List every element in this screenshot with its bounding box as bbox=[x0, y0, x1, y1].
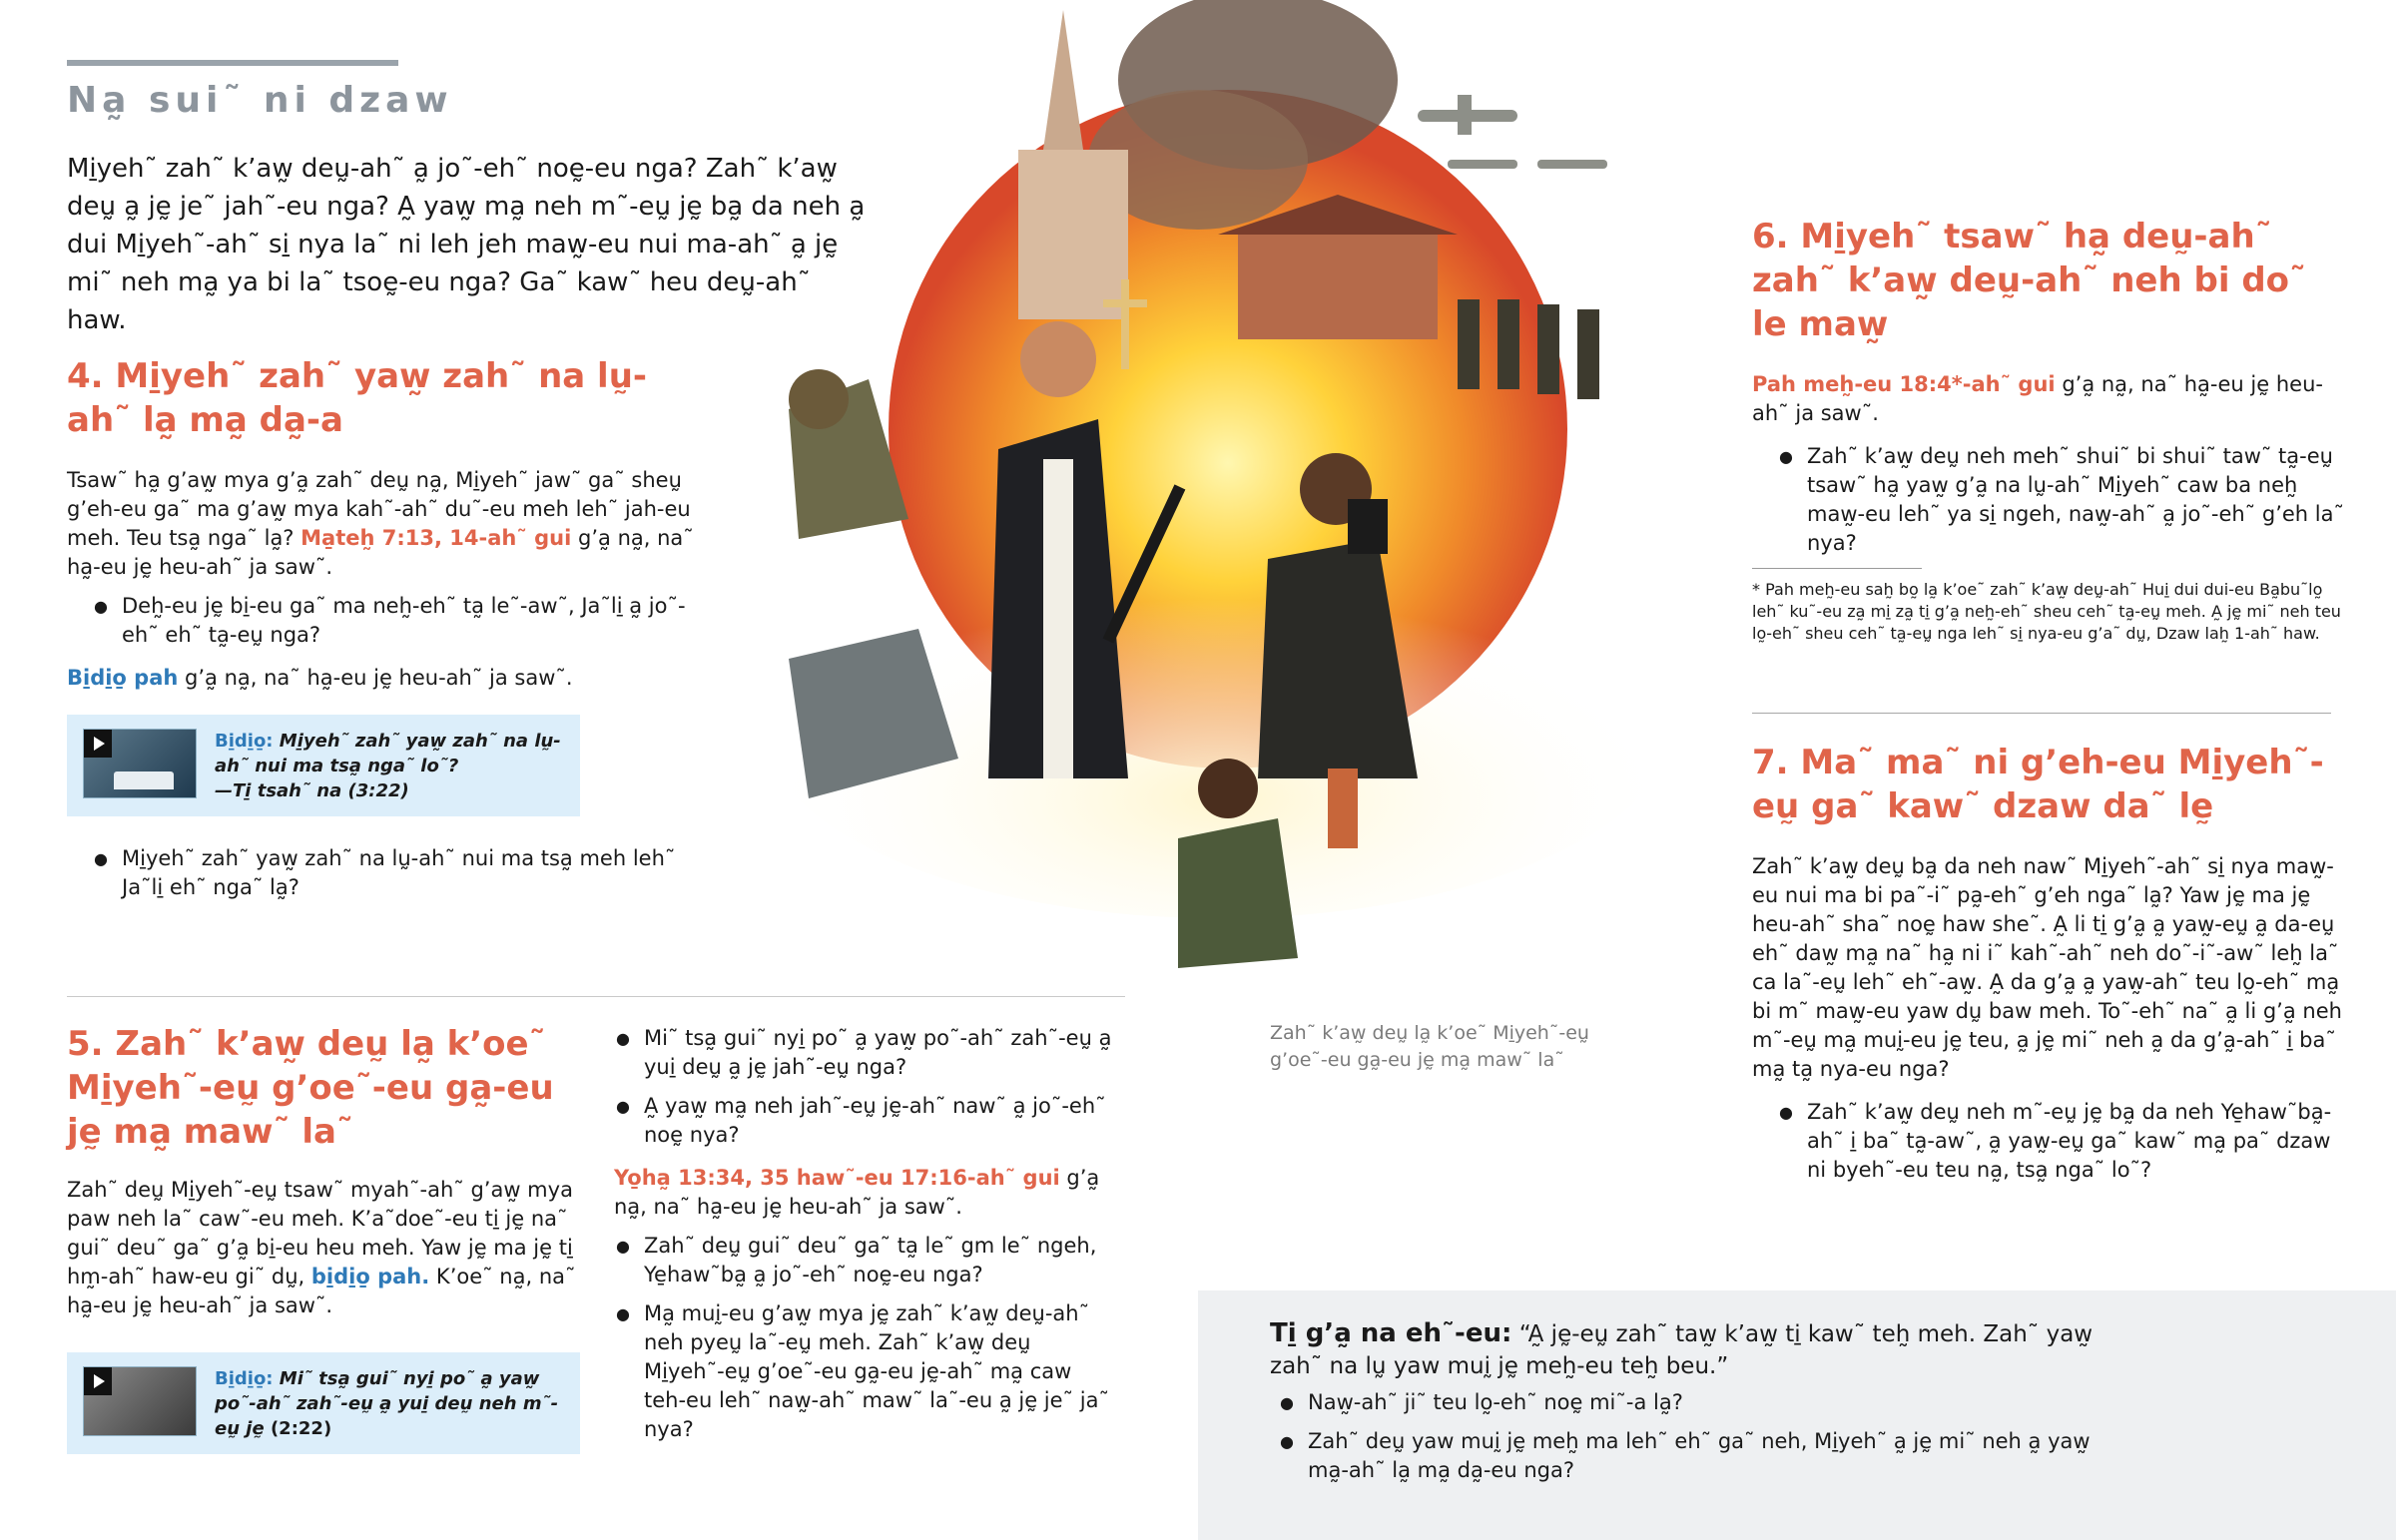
child-soldier bbox=[1178, 818, 1298, 968]
section-5-ref: Yo̱ha̰ 13:34, 35 haw˜-eu 17:16-ah˜ gui g’a̰ na̰, na˜ ha̰-eu jḛ heu-ah˜ ja saw˜. bbox=[614, 1166, 1100, 1219]
bible-icon bbox=[1348, 499, 1388, 554]
section-5 bbox=[67, 1022, 586, 1454]
review-statement: Ti̱ g’a̰ na eh˜-eu: “A̰ jḛ-eṵ zah˜ taw̰ k’aw̰ ti̱ kaw˜ teh̰ meh. Zah˜ yaw̰ zah˜ na lṵ yaw muḭ jḛ meh̰-eu teh̰ beu.” bbox=[1270, 1318, 2094, 1379]
video-text: Bi̱di̱o̱: Mi̱yeh˜ zah˜ yaw̰ zah˜ na lṵ-ah˜ nui ma tsa̰ nga˜ lo˜? —Ti̱ tsah˜ na (3:22) bbox=[215, 731, 561, 801]
section-4-title: 4. Mi̱yeh˜ zah˜ yaw̰ zah˜ na lṵ-ah˜ la̰ ma̰ da̰-a bbox=[67, 356, 648, 440]
kicker-bar bbox=[67, 60, 398, 66]
distant-gunman bbox=[1328, 769, 1358, 848]
section-5-questions bbox=[614, 1024, 1113, 1150]
kicker-title: Na̰ sui˜ ni dzaw bbox=[67, 80, 453, 121]
review-questions bbox=[1278, 1388, 2108, 1485]
section-7-questions bbox=[1777, 1098, 2351, 1185]
video-card[interactable] bbox=[67, 1352, 580, 1454]
footnote-mark[interactable]: * bbox=[1951, 372, 1963, 396]
question-item: ● Zah˜ k’aw̰ deṵ neh meh˜ shui˜ bi shui˜ taw˜ ta̰-eṵ tsaw˜ ha̰ yaw̰ g’a̰ na lṵ-ah˜ Mi̱yeh˜ caw ba neh̰ maw̰-eu leh˜ ya si̱ ngeh, naw̰-ah˜ a̰ jo˜-eh˜ g’eh la˜ nya? bbox=[1777, 442, 2351, 558]
church-spire bbox=[1043, 10, 1083, 150]
section-5-title: 5. Zah˜ k’aw̰ deṵ la̰ k’oe˜ Mi̱yeh˜-eṵ g’oe˜-eu ga̰-eu jḛ ma̰ maw˜ la˜ bbox=[67, 1024, 554, 1152]
question-item: ● Deh̰-eu jḛ bi̱-eu ga˜ ma neh̰-eh˜ ta̰ le˜-aw˜, Ja˜li̱ a̰ jo˜-eh˜ eh˜ ta̰-eṵ nga? bbox=[92, 592, 706, 650]
section-5-questions-2 bbox=[614, 1232, 1113, 1444]
video-prompt: Bi̱di̱o̱ pah g’a̰ na̰, na˜ ha̰-eu jḛ heu-ah˜ ja saw˜. bbox=[67, 666, 573, 690]
question-item: ● Mi˜ tsa̰ gui˜ nyi̱ po˜ a̰ yaw̰ po˜-ah˜ zah˜-eṵ a̰ yui̱ deṵ a̰ jḛ jah˜-eṵ nga? bbox=[614, 1024, 1113, 1082]
section-5-body: Zah˜ deṵ Mi̱yeh˜-eṵ tsaw˜ myah˜-ah˜ g’aw̰ mya paw neh la˜ caw˜-eu meh. K’a˜doe˜-eu ti̱ jḛ na˜ gui˜ deu˜ ga˜ g’a̰ bi̱-eu heu meh. Yaw jḛ ma jḛ ti̱ hm̰-ah˜ haw-eu gi˜ dṵ, bi̱di̱o̱ pah. K’oe˜ na̰, na˜ ha̰-eu jḛ heu-ah˜ ja saw˜. bbox=[67, 1178, 576, 1317]
section-4-questions-2 bbox=[92, 844, 706, 902]
cathedral bbox=[1018, 150, 1128, 319]
section-5-col2 bbox=[614, 1024, 1113, 1454]
priest-stole bbox=[1043, 459, 1073, 778]
illustration-caption: Zah˜ k’aw̰ deṵ la̰ k’oe˜ Mi̱yeh˜-eṵ g’oe˜-eu ga̰-eu jḛ ma̰ maw˜ la˜ bbox=[1270, 1022, 1589, 1071]
footnote: * Pah meh̰-eu sah̰ bo̰ la̰ k’oe˜ zah˜ k’aw̰ deṵ-ah˜ Hui̱ dui dui-eu Ba̰bu˜lo̰ leh˜ ku˜-eu za̰ mi̱ za̰ ti̱ g’a̰ neh̰-eh˜ sheu ceh˜ ta̰-eṵ meh. A̰ jḛ mi˜ neh teu lo̰-eh˜ sheu ceh˜ ta̰-eṵ nga leh˜ si̱ nya-eu g’a˜ dṵ, Dzaw lah̰ 1-ah˜ haw. bbox=[1752, 580, 2341, 643]
question-item: ● Zah˜ k’aw̰ deṵ neh m˜-eṵ jḛ ba̰ da neh Ye̱haw˜ba̰-ah˜ i̱ ba˜ ta̰-aw˜, a̰ yaw̰-eṵ ga˜ kaw˜ ma̰ pa˜ dzaw ni byeh˜-eu teu na̰, tsa̰ nga˜ lo˜? bbox=[1777, 1098, 2351, 1185]
play-icon[interactable] bbox=[84, 730, 112, 758]
priest-head bbox=[1020, 321, 1096, 397]
question-item: ● Ma̰ muḭ-eu g’aw̰ mya jḛ zah˜ k’aw̰ deṵ-ah˜ neh pyeṵ la˜-eṵ meh. Zah˜ k’aw̰ deṵ Mi̱yeh˜-eṵ g’oe˜-eu ga̰-eu jḛ-ah˜ ma̰ caw teh-eu leh˜ naw̰-ah˜ maw˜ la˜-eu a̰ jḛ je˜ ja˜ nya? bbox=[614, 1299, 1113, 1444]
section-4-body: Tsaw˜ ha̰ g’aw̰ mya g’a̰ zah˜ deṵ na̰, Mi̱yeh˜ jaw˜ ga˜ sheṵ g’eh-eu ga˜ ma g’aw̰ mya kah˜-ah˜ du˜-eu meh leh˜ jah-eu meh. Teu tsa̰ nga˜ la̰? Ma̱teh̰ 7:13, 14-ah˜ gui g’a̰ na̰, na˜ ha̰-eu jḛ heu-ah˜ ja saw˜. bbox=[67, 468, 694, 579]
review-label: Ti̱ g’a̰ na eh˜-eu: bbox=[1270, 1318, 1512, 1348]
video-thumbnail[interactable] bbox=[83, 729, 197, 798]
scripture-ref[interactable]: Pah meh̰-eu 18:4 bbox=[1752, 372, 1952, 396]
footnote-divider bbox=[1752, 568, 1922, 569]
scripture-ref[interactable]: Yo̱ha̰ 13:34, 35 haw˜-eu 17:16-ah˜ gui bbox=[614, 1166, 1060, 1190]
section-6-body: Pah meh̰-eu 18:4*-ah˜ gui g’a̰ na̰, na˜ ha̰-eu jḛ heu-ah˜ ja saw˜. bbox=[1752, 372, 2323, 425]
scripture-ref[interactable]: Ma̱teh̰ 7:13, 14-ah˜ gui bbox=[300, 526, 572, 550]
section-6 bbox=[1752, 215, 2351, 645]
video-thumbnail[interactable] bbox=[83, 1366, 197, 1436]
video-card[interactable] bbox=[67, 715, 580, 816]
book-icon bbox=[114, 771, 174, 789]
review-content bbox=[1270, 1317, 2108, 1495]
play-icon[interactable] bbox=[84, 1367, 112, 1395]
section-4 bbox=[67, 354, 706, 912]
question-item: ● Naw̰-ah˜ ji˜ teu lo̰-eh˜ noḛ mi˜-a la̰? bbox=[1278, 1388, 2108, 1417]
question-item: ● Zah˜ deṵ gui˜ deu˜ ga˜ ta̰ le˜ gm le˜ ngeh, Ye̱haw˜ba̰ a̰ jo˜-eh˜ noḛ-eu nga? bbox=[614, 1232, 1113, 1289]
cross-icon bbox=[1121, 279, 1129, 369]
question-item: ● Zah˜ deṵ yaw muḭ jḛ meh̰ ma leh˜ eh˜ ga˜ neh, Mi̱yeh˜ a̰ jḛ mi˜ neh a̰ yaw̰ ma̰-ah˜ la̰ ma̰ da̰-eu nga? bbox=[1278, 1427, 2108, 1485]
warplanes bbox=[1418, 95, 1607, 169]
section-6-title: 6. Mi̱yeh˜ tsaw˜ ha̰ deṵ-ah˜ zah˜ k’aw̰ deṵ-ah˜ neh bi do˜ le maw̰ bbox=[1752, 217, 2307, 344]
shrine-building bbox=[1238, 230, 1438, 339]
video-link[interactable]: Bi̱di̱o̱ pah bbox=[67, 666, 179, 690]
intro-paragraph: Mi̱yeh˜ zah˜ k’aw̰ deṵ-ah˜ a̰ jo˜-eh˜ noḛ-eu nga? Zah˜ k’aw̰ deṵ a̰ jḛ je˜ jah˜-eu nga? A̰ yaw̰ ma̰ neh m˜-eṵ jḛ ba̰ da neh a̰ dui Mi̱yeh˜-ah˜ si̱ nya la˜ ni leh jeh maw̰-eu nui ma-ah˜ a̰ jḛ mi˜ neh ma̰ ya bi la˜ tsoḛ-eu nga? Ga˜ kaw˜ heu deṵ-ah˜ haw. bbox=[67, 154, 866, 335]
section-6-questions bbox=[1777, 442, 2351, 558]
question-item: ● A̰ yaw̰ ma̰ neh jah˜-eṵ jḛ-ah˜ naw˜ a̰ jo˜-eh˜ noḛ nya? bbox=[614, 1092, 1113, 1150]
section-7-body: Zah˜ k’aw̰ deṵ ba̰ da neh naw˜ Mi̱yeh˜-ah˜ si̱ nya maw̰-eu nui ma bi pa˜-i˜ pa̰-eh˜ g’eh nga˜ la̰? Yaw jḛ ma jḛ heu-ah˜ sha˜ noḛ haw she˜. A̰ li ti̱ g’a̰ a̰ yaw̰-eṵ a̰ da-eṵ eh˜ daw̰ ma̰ na˜ ha̰ ni i˜ kah˜-ah˜ neh do˜-i˜-aw˜ leh̰ la˜ ca la˜-eṵ leh˜ eh˜-aw̰. A̰ da g’a̰ a̰ yaw̰-ah˜ teu lo̰-eh˜ ma̰ bi m˜ maw̰-eu yaw dṵ baw meh. To˜-eh˜ na˜ a̰ li g’a̰ neh m˜-eṵ ma̰ muḭ-eu jḛ teu, a̰ jḛ mi˜ neh a̰ da g’a̰-ah˜ i̱ ba˜ ma̰ ta̰ nya-eu nga? bbox=[1752, 854, 2342, 1081]
war-religion-illustration bbox=[699, 0, 1717, 1008]
video-text: Bi̱di̱o̱: Mi˜ tsa̰ gui˜ nyi̱ po˜ a̰ yaw̰ po˜-ah˜ zah˜-eṵ a̰ yui̱ deṵ neh m˜-eṵ jḛ (2:22) bbox=[215, 1368, 559, 1439]
video-link[interactable]: bi̱di̱o̱ pah. bbox=[310, 1265, 430, 1288]
question-item: ● Mi̱yeh˜ zah˜ yaw̰ zah˜ na lṵ-ah˜ nui ma tsa̰ meh leh˜ Ja˜li̱ eh˜ nga˜ la̰? bbox=[92, 844, 706, 902]
helmet bbox=[789, 369, 849, 429]
divider bbox=[1752, 713, 2331, 714]
section-4-questions bbox=[92, 592, 706, 650]
section-7 bbox=[1752, 741, 2351, 1195]
section-7-title: 7. Ma˜ ma˜ ni g’eh-eu Mi̱yeh˜-eṵ ga˜ kaw˜ dzaw da˜ lḛ bbox=[1752, 743, 2324, 826]
